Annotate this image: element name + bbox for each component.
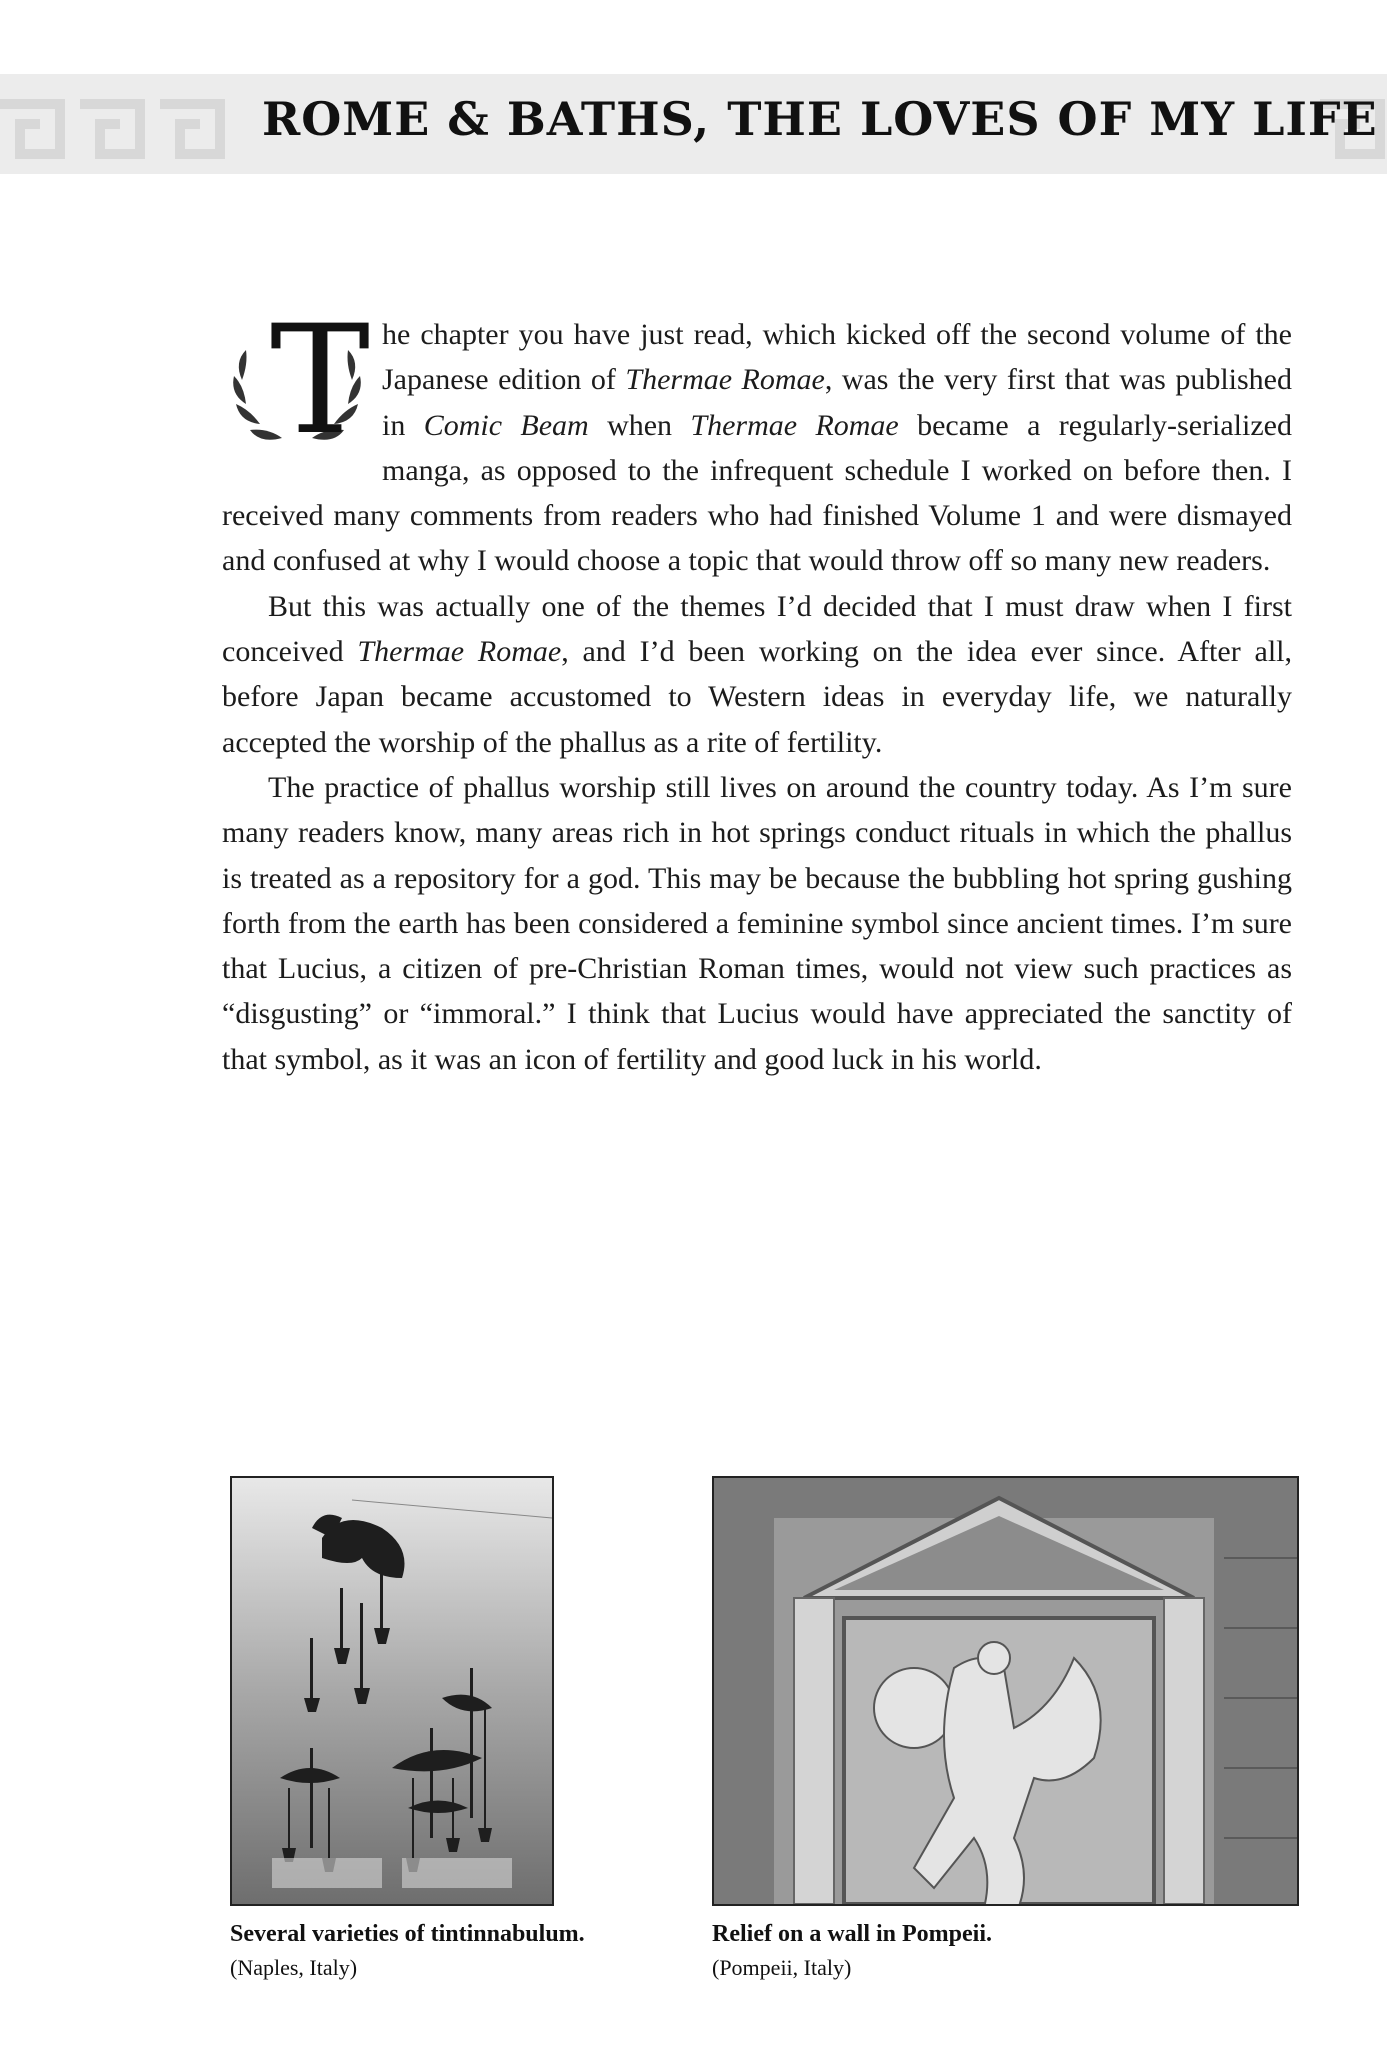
drop-cap-letter: T [270,294,371,468]
caption-tintinnabulum [230,1917,610,1985]
text-run: But this was actually one of the themes I’d decided that I must draw when I first conceived [222,589,1292,669]
text-run: he chapter you have just read, which kicked off the second volume of the Japanese edition of [382,318,1292,397]
caption-location: (Naples, Italy) [230,1955,358,1980]
caption-bold: Several varieties of tintinnabulum. [230,1921,585,1947]
caption-location: (Pompeii, Italy) [712,1955,852,1980]
tintinnabulum-image [232,1478,552,1904]
paragraph-1 [222,312,1292,584]
caption-pompeii-relief [712,1917,1272,1985]
drop-cap [222,294,372,468]
page-title: ROME & BATHS, THE LOVES OF MY LIFE [262,92,1378,146]
caption-bold: Relief on a wall in Pompeii. [712,1921,992,1947]
paragraph-2 [222,584,1292,765]
text-run: when [588,408,691,442]
photo-tintinnabulum [230,1476,554,1906]
text-run: , was the very first that was published in [382,363,1292,442]
italic-title-run: Thermae Romae [690,408,899,442]
article-body [222,294,1292,1082]
text-run: became a regularly-serialized manga, as opposed to the infrequent schedule I worked on before then. I received many comments from readers who had finished Volume 1 and were dismayed and confused at why I would choose a topic that would throw off so many new readers. [222,408,1292,578]
italic-title-run: Comic Beam [423,408,589,442]
paragraph-3 [222,765,1292,1082]
text-run: The practice of phallus worship still lives on around the country today. As I’m sure many readers know, many areas rich in hot springs conduct rituals in which the phallus is treated as a repository for a god. This may be because the bubbling hot spring gushing forth from the earth has been considered a feminine symbol since ancient times. I’m sure that Lucius, a citizen of pre-Christian Roman times, would not view such practices as “disgusting” or “immoral.” I think that Lucius would have appreciated the sanctity of that symbol, as it was an icon of fertility and good luck in his world. [222,770,1292,1076]
italic-title-run: Thermae Romae [357,635,562,669]
text-run: , and I’d been working on the idea ever since. After all, before Japan became accustomed to Western ideas in everyday life, we naturally accepted the worship of the phallus as a rite of fertility. [222,635,1292,759]
pompeii-relief-image [714,1478,1297,1904]
italic-title-run: Thermae Romae [625,363,825,397]
photo-pompeii-relief [712,1476,1299,1906]
